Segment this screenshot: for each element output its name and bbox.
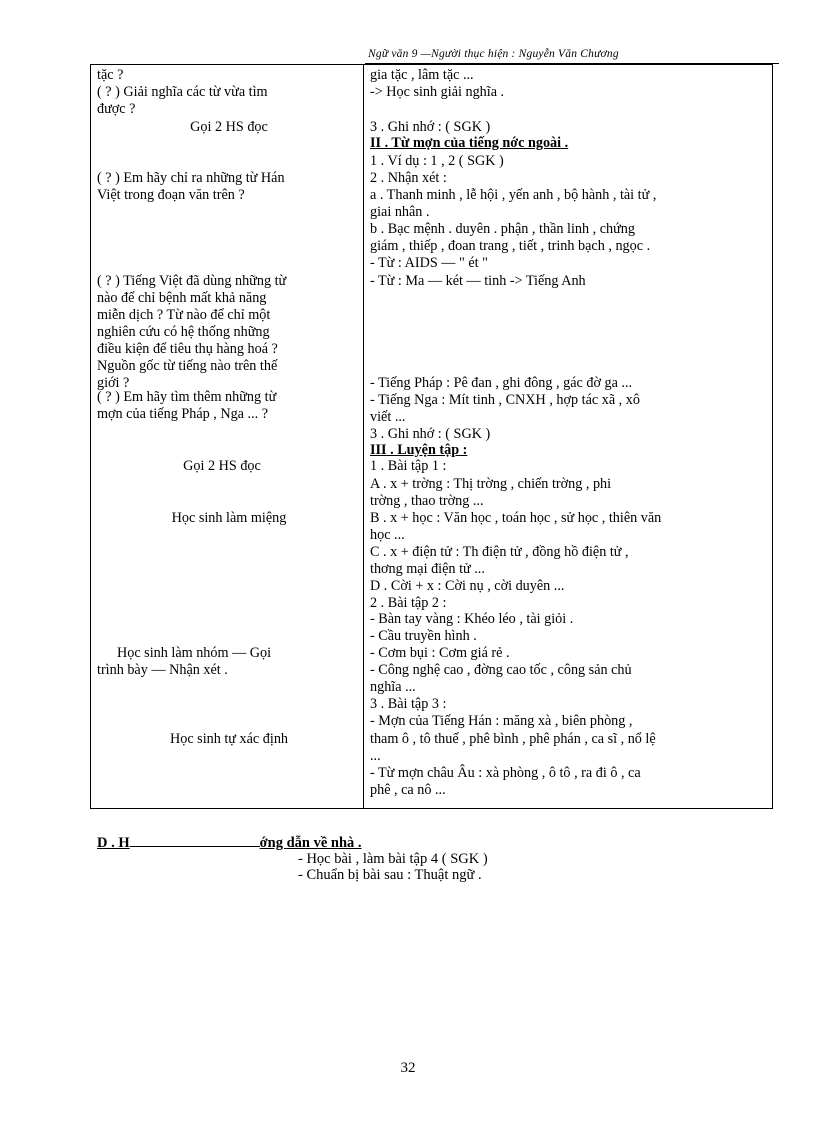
right-line: giám , thiếp , đoan trang , tiết , trinh bạch , ngọc .: [370, 238, 651, 254]
section-heading: III . Luyện tập :: [370, 442, 468, 458]
right-line: - Từ : Ma — két — tinh -> Tiếng Anh: [370, 273, 586, 289]
right-line: 1 . Bài tập 1 :: [370, 458, 447, 474]
column-divider: [363, 64, 364, 809]
left-line: nghiên cứu có hệ thống những: [97, 324, 270, 340]
right-line: - Tiếng Pháp : Pê đan , ghi đông , gác đờ ga ...: [370, 375, 633, 391]
right-line: - Cầu truyền hình .: [370, 628, 477, 644]
right-line: phê , ca nô ...: [370, 782, 446, 798]
right-line: 3 . Ghi nhớ : ( SGK ): [370, 119, 491, 135]
right-line: b . Bạc mệnh . duyên . phận , thần linh , chứng: [370, 221, 635, 237]
left-line: Học sinh làm miệng: [171, 510, 287, 526]
right-line: 3 . Ghi nhớ : ( SGK ): [370, 426, 491, 442]
left-line: mợn của tiếng Pháp , Nga ... ?: [97, 406, 269, 422]
right-line: - Bàn tay vàng : Khéo léo , tài giỏi .: [370, 611, 574, 627]
homework-heading: [97, 835, 362, 852]
left-line: nào để chỉ bệnh mất khả năng: [97, 290, 267, 306]
right-line: a . Thanh minh , lễ hội , yến anh , bộ hành , tài tử ,: [370, 187, 657, 203]
running-header: Ngữ văn 9 —Người thục hiện : Nguyễn Văn Chương: [368, 48, 619, 60]
right-line: A . x + trờng : Thị trờng , chiến trờng , phi: [370, 476, 612, 492]
left-line: ( ? ) Em hãy chỉ ra những từ Hán: [97, 170, 285, 186]
right-line: nghĩa ...: [370, 679, 416, 695]
homework-heading-start: D . H: [97, 835, 130, 851]
left-line: ( ? ) Em hãy tìm thêm những từ: [97, 389, 277, 405]
right-line: 3 . Bài tập 3 :: [370, 696, 447, 712]
homework-item: - Chuẩn bị bài sau : Thuật ngữ .: [298, 867, 482, 883]
right-line: thơng mại điện tử ...: [370, 561, 485, 577]
left-line: Học sinh làm nhóm — Gọi: [117, 645, 272, 661]
left-line: miễn dịch ? Từ nào để chỉ một: [97, 307, 271, 323]
right-line: - Cơm bụi : Cơm giá rẻ .: [370, 645, 510, 661]
right-line: trờng , thao trờng ...: [370, 493, 484, 509]
right-line: B . x + học : Văn học , toán học , sử học , thiên văn: [370, 510, 662, 526]
left-line: ( ? ) Giải nghĩa các từ vừa tìm: [97, 84, 268, 100]
right-line: C . x + điện tử : Th điện tử , đồng hồ điện tử ,: [370, 544, 629, 560]
right-line: viết ...: [370, 409, 406, 425]
homework-heading-end: ớng dẫn về nhà .: [259, 835, 362, 851]
right-line: học ...: [370, 527, 405, 543]
homework-item: - Học bài , làm bài tập 4 ( SGK ): [298, 851, 488, 867]
right-line: tham ô , tô thuế , phê bình , phê phán , ca sĩ , nổ lệ: [370, 731, 656, 747]
right-line: 2 . Nhận xét :: [370, 170, 447, 186]
left-line: Học sinh tự xác định: [169, 731, 289, 747]
right-line: 2 . Bài tập 2 :: [370, 595, 447, 611]
left-line: Nguồn gốc từ tiếng nào trên thế: [97, 358, 278, 374]
left-line: Việt trong đoạn văn trên ?: [97, 187, 245, 203]
left-line: điều kiện để tiêu thụ hàng hoá ?: [97, 341, 278, 357]
right-line: giai nhân .: [370, 204, 430, 220]
right-line: - Mợn của Tiếng Hán : măng xà , biên phòng ,: [370, 713, 633, 729]
page-number: 32: [400, 1060, 416, 1076]
right-line: - Công nghệ cao , đờng cao tốc , công sản chủ: [370, 662, 632, 678]
left-line: Gọi 2 HS đọc: [183, 458, 261, 474]
right-line: -> Học sinh giải nghĩa .: [370, 84, 505, 100]
left-line: Gọi 2 HS đọc: [190, 119, 268, 135]
right-line: ...: [370, 748, 381, 764]
left-line: giới ?: [97, 375, 130, 391]
right-line: - Từ : AIDS — " ét ": [370, 255, 488, 271]
left-line: trình bày — Nhận xét .: [97, 662, 228, 678]
section-heading: II . Từ mợn của tiếng nớc ngoài .: [370, 135, 569, 151]
right-line: - Từ mợn châu Âu : xà phòng , ô tô , ra đi ô , ca: [370, 765, 641, 781]
right-line: - Tiếng Nga : Mít tinh , CNXH , hợp tác xã , xô: [370, 392, 640, 408]
left-line: ( ? ) Tiếng Việt đã dùng những từ: [97, 273, 287, 289]
right-line: 1 . Ví dụ : 1 , 2 ( SGK ): [370, 153, 504, 169]
left-line: tặc ?: [97, 67, 124, 83]
left-line: được ?: [97, 101, 136, 117]
right-line: D . Cời + x : Cời nụ , cời duyên ...: [370, 578, 565, 594]
right-line: gia tặc , lâm tặc ...: [370, 67, 474, 83]
